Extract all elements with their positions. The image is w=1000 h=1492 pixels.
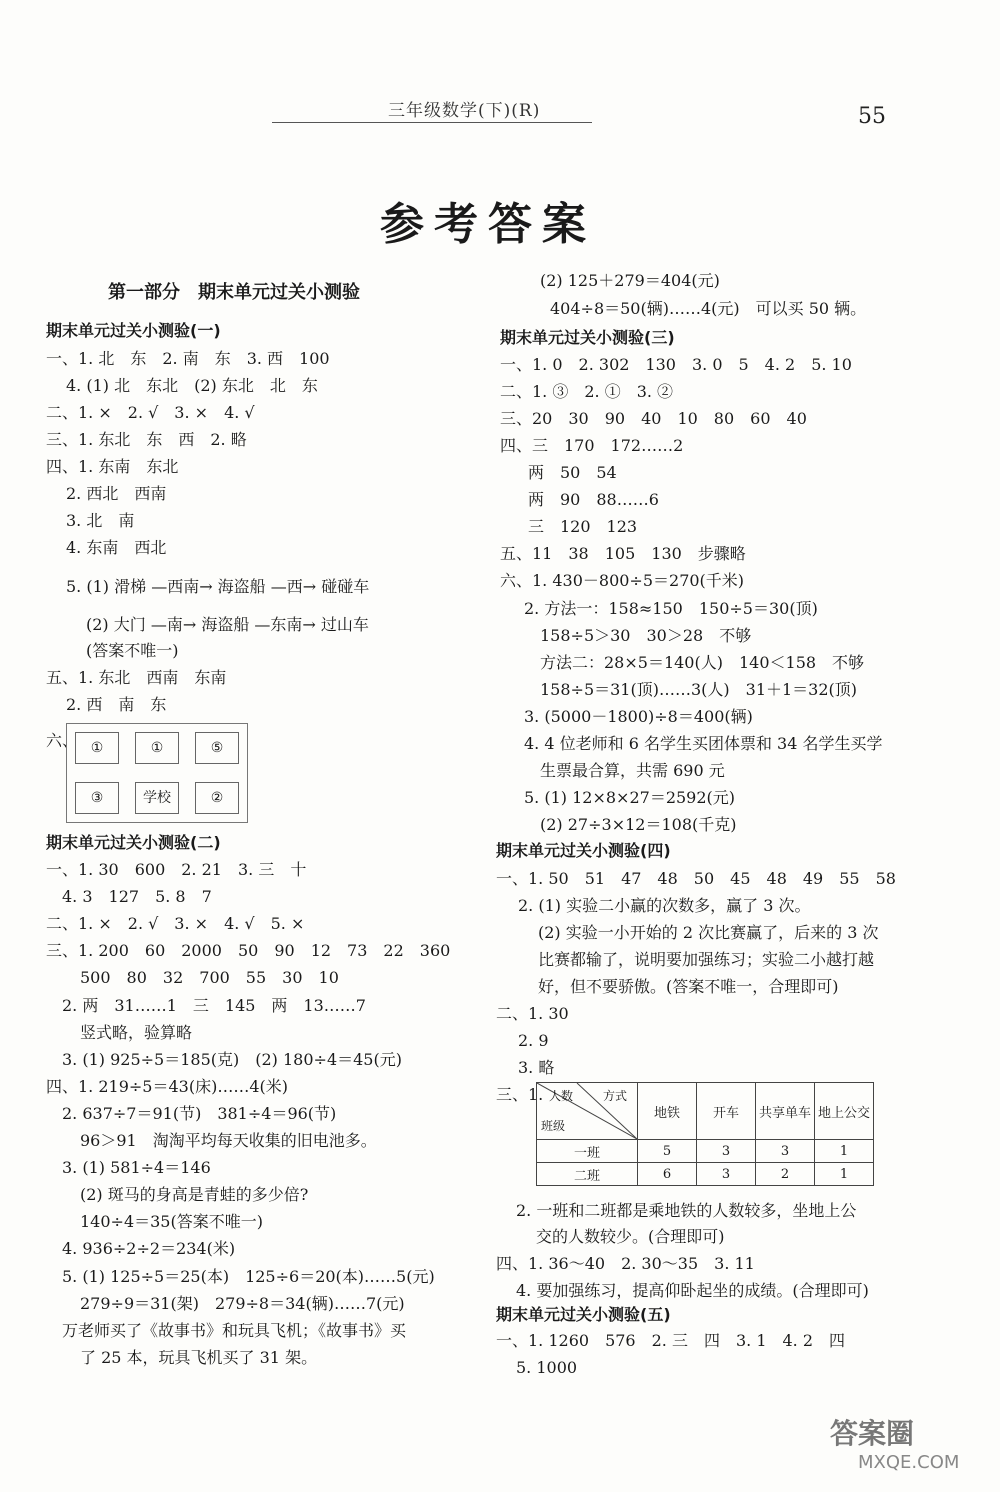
grid-cell: ②: [195, 782, 239, 814]
watermark-url: MXQE.COM: [858, 1452, 960, 1473]
table-cell: 3: [756, 1140, 815, 1163]
answer-line: 3. (1) 925÷5＝185(克) (2) 180÷4＝45(元): [62, 1050, 402, 1069]
answer-line: 一、1. 0 2. 302 130 3. 0 5 4. 2 5. 10: [500, 355, 852, 374]
answer-line: 2. 9: [518, 1031, 549, 1050]
answer-line: 4. 要加强练习，提高仰卧起坐的成绩。(合理即可): [516, 1281, 869, 1300]
answer-line: 4. 东南 西北: [66, 538, 167, 557]
answer-line: 2. (1) 实验二小赢的次数多，赢了 3 次。: [518, 896, 811, 915]
table-header: 共享单车: [756, 1083, 815, 1140]
table-cell: 二班: [537, 1163, 638, 1186]
table-cell: 3: [697, 1163, 756, 1186]
answer-line: 2. 西北 西南: [66, 484, 167, 503]
answer-line: 比赛都输了，说明要加强练习；实验二小越打越: [538, 950, 875, 969]
test1-title: 期末单元过关小测验(一): [46, 321, 221, 340]
main-title: 参考答案: [380, 199, 596, 250]
answer-line: 158÷5＞30 30＞28 不够: [540, 626, 752, 645]
corner-left: 班级: [541, 1119, 566, 1133]
answer-line: 279÷9＝31(架) 279÷8＝34(辆)……7(元): [80, 1294, 405, 1313]
answer-line: 140÷4＝35(答案不唯一): [80, 1212, 263, 1231]
answer-line: 三、1. 东北 东 西 2. 略: [46, 430, 247, 449]
answer-line: 三、1. 200 60 2000 50 90 12 73 22 360: [46, 941, 451, 960]
answer-line: 3. 略: [518, 1058, 555, 1077]
answer-line: 158÷5＝31(顶)……3(人) 31＋1＝32(顶): [540, 680, 858, 699]
answer-line: 了 25 本，玩具飞机买了 31 架。: [80, 1348, 318, 1367]
answer-line: 生票最合算，共需 690 元: [540, 761, 725, 780]
answer-line: 好，但不要骄傲。(答案不唯一，合理即可): [538, 977, 839, 996]
answer-line: 3. 北 南: [66, 511, 135, 530]
answer-line: 四、三 170 172……2: [500, 436, 684, 455]
six-label: 六、: [46, 731, 79, 750]
grid-cell: 学校: [135, 782, 179, 814]
answer-line: 5. (1) 滑梯 —西南→ 海盗船 —西→ 碰碰车: [66, 577, 370, 596]
answer-line: 万老师买了《故事书》和玩具飞机；《故事书》买: [62, 1321, 407, 1340]
answer-line: 一、1. 1260 576 2. 三 四 3. 1 4. 2 四: [496, 1331, 846, 1350]
table-header: 开车: [697, 1083, 756, 1140]
answer-line: 二、1. ③ 2. ① 3. ②: [500, 382, 674, 401]
answer-line: (2) 125＋279＝404(元): [540, 271, 720, 290]
position-grid: [66, 723, 248, 823]
grid-cell: ⑤: [195, 732, 239, 764]
transport-table: [536, 1082, 874, 1186]
answer-line: 方法二：28×5＝140(人) 140＜158 不够: [540, 653, 865, 672]
table-row: [537, 1140, 874, 1163]
grid-cell: ①: [75, 732, 119, 764]
table-cell: 1: [815, 1140, 874, 1163]
answer-line: 交的人数较少。(合理即可): [536, 1227, 725, 1246]
table-row: [537, 1163, 874, 1186]
answer-line: 一、1. 50 51 47 48 50 45 48 49 55 58: [496, 869, 896, 888]
answer-line: 五、1. 东北 西南 东南: [46, 668, 227, 687]
answer-line: 3. (1) 581÷4＝146: [62, 1158, 211, 1177]
corner-right: 方式: [603, 1089, 628, 1103]
answer-line: 一、1. 北 东 2. 南 东 3. 西 100: [46, 349, 330, 368]
page-number: 55: [858, 104, 886, 129]
part-title: 第一部分 期末单元过关小测验: [108, 282, 360, 303]
header-title: 三年级数学(下)(R): [388, 101, 541, 121]
table-cell: 1: [815, 1163, 874, 1186]
answer-line: (2) 实验一小开始的 2 次比赛赢了，后来的 3 次: [538, 923, 879, 942]
answer-line: 2. 方法一：158≈150 150÷5＝30(顶): [524, 599, 818, 618]
answer-line: 五、11 38 105 130 步骤略: [500, 544, 746, 563]
answer-line: 4. 4 位老师和 6 名学生买团体票和 34 名学生买学: [524, 734, 883, 753]
answer-line: 4. (1) 北 东北 (2) 东北 北 东: [66, 376, 318, 395]
answer-line: 六、1. 430－800÷5＝270(千米): [500, 571, 745, 590]
test5-title: 期末单元过关小测验(五): [496, 1305, 671, 1324]
answer-line: 四、1. 219÷5＝43(床)……4(米): [46, 1077, 288, 1096]
answer-line: 4. 3 127 5. 8 7: [62, 887, 212, 906]
header-rule: [272, 122, 592, 123]
answer-line: 两 90 88……6: [528, 490, 659, 509]
answer-line: 二、1. 30: [496, 1004, 569, 1023]
answer-line: 500 80 32 700 55 30 10: [80, 968, 339, 987]
test3-title: 期末单元过关小测验(三): [500, 328, 675, 347]
answer-line: 竖式略，验算略: [80, 1023, 193, 1042]
answer-line: 三 120 123: [528, 517, 638, 536]
answer-line: 5. (1) 12×8×27＝2592(元): [524, 788, 736, 807]
grid-cell: ①: [135, 732, 179, 764]
answer-line: 5. 1000: [516, 1358, 578, 1377]
watermark-logo: 答案圈: [830, 1417, 915, 1450]
answer-line: (2) 大门 —南→ 海盗船 —东南→ 过山车: [86, 615, 369, 634]
grid-cell: ③: [75, 782, 119, 814]
answer-line: 两 50 54: [528, 463, 617, 482]
answer-line: 三、1.: [496, 1085, 544, 1104]
answer-line: (2) 27÷3×12＝108(千克): [540, 815, 737, 834]
test2-title: 期末单元过关小测验(二): [46, 833, 221, 852]
table-cell: 5: [638, 1140, 697, 1163]
corner-top: 人数: [549, 1089, 574, 1103]
table-cell: 2: [756, 1163, 815, 1186]
answer-line: 四、1. 36～40 2. 30～35 3. 11: [496, 1254, 755, 1273]
table-cell: 6: [638, 1163, 697, 1186]
answer-line: 3. (5000－1800)÷8＝400(辆): [524, 707, 753, 726]
answer-line: (答案不唯一): [86, 641, 179, 660]
table-cell: 一班: [537, 1140, 638, 1163]
answer-line: 四、1. 东南 东北: [46, 457, 179, 476]
answer-line: 一、1. 30 600 2. 21 3. 三 十: [46, 860, 307, 879]
answer-line: 三、20 30 90 40 10 80 60 40: [500, 409, 807, 428]
answer-line: 96＞91 淘淘平均每天收集的旧电池多。: [80, 1131, 377, 1150]
test4-title: 期末单元过关小测验(四): [496, 841, 671, 860]
table-corner: [537, 1083, 638, 1140]
answer-line: 2. 一班和二班都是乘地铁的人数较多，坐地上公: [516, 1201, 857, 1220]
answer-line: 404÷8＝50(辆)……4(元) 可以买 50 辆。: [550, 299, 867, 318]
table-header: 地铁: [638, 1083, 697, 1140]
answer-line: 二、1. × 2. √ 3. × 4. √: [46, 403, 255, 422]
table-header: 地上公交: [815, 1083, 874, 1140]
table-cell: 3: [697, 1140, 756, 1163]
answer-line: 2. 西 南 东: [66, 695, 167, 714]
answer-line: 二、1. × 2. √ 3. × 4. √ 5. ×: [46, 914, 305, 933]
answer-line: 5. (1) 125÷5＝25(本) 125÷6＝20(本)……5(元): [62, 1267, 435, 1286]
answer-line: 2. 两 31……1 三 145 两 13……7: [62, 996, 366, 1015]
answer-line: 4. 936÷2÷2＝234(米): [62, 1239, 236, 1258]
answer-line: 2. 637÷7＝91(节) 381÷4＝96(节): [62, 1104, 337, 1123]
answer-line: (2) 斑马的身高是青蛙的多少倍?: [80, 1185, 309, 1204]
